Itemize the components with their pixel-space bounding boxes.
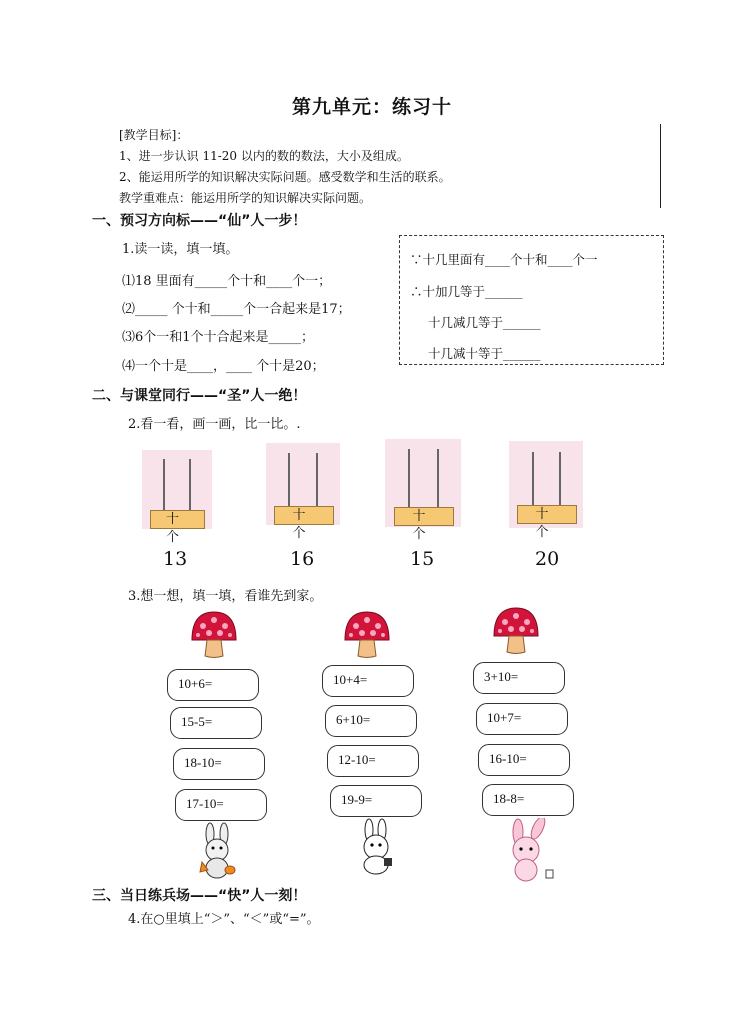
abacus-rod-tens — [532, 452, 534, 506]
equation: 16-10= — [489, 751, 527, 766]
q1-item: ⑶6个一和1个十合起来是_____； — [122, 330, 315, 345]
abacus-rod-tens — [408, 449, 410, 507]
q1-item: ⑷一个十是____，____ 个十是20； — [122, 359, 325, 374]
q1-item: ⑴18 里面有_____个十和____个一； — [122, 274, 332, 289]
equation: 18-8= — [493, 791, 525, 806]
equation: 3+10= — [484, 669, 519, 684]
abacus-rod-tens — [288, 453, 290, 507]
equation: 17-10= — [186, 796, 224, 811]
equation: 10+7= — [487, 710, 522, 725]
q4-intro: 4.在○里填上“＞”、“＜”或“=”。 — [128, 912, 320, 927]
page-title: 第九单元：练习十 — [291, 96, 452, 118]
abacus-rod-ones — [189, 459, 191, 511]
hint-line: 十几减十等于______ — [428, 346, 541, 361]
hint-line: ∴十加几等于______ — [410, 284, 523, 299]
hint-line: ∵十几里面有____个十和____个一 — [410, 252, 598, 267]
objective-item: 2、能运用所学的知识解决实际问题。感受数学和生活的联系。 — [119, 170, 451, 184]
objective-item: 1、进一步认识 11-20 以内的数的数法，大小及组成。 — [119, 149, 409, 163]
equation: 6+10= — [336, 712, 371, 727]
rabbit-icon — [500, 818, 562, 884]
q1-item: ⑵_____ 个十和_____个一合起来是17； — [122, 302, 351, 317]
section-1-title: 一、预习方向标——“仙”人一步！ — [92, 213, 307, 229]
abacus-rod-ones — [559, 452, 561, 506]
q1-intro: 1.读一读，填一填。 — [122, 242, 239, 257]
equation: 15-5= — [181, 714, 213, 729]
section-2-title: 二、与课堂同行——“圣”人一绝！ — [92, 388, 307, 404]
q3-intro: 3.想一想，填一填，看谁先到家。 — [128, 589, 323, 604]
margin-line — [660, 124, 661, 208]
equation: 10+6= — [178, 676, 213, 691]
abacus-number: 16 — [290, 548, 315, 570]
section-3-title: 三、当日练兵场——“快”人一刻！ — [92, 888, 307, 904]
abacus-label: 十 个 — [394, 507, 454, 526]
abacus-rod-ones — [316, 453, 318, 507]
abacus-number: 13 — [163, 548, 188, 570]
mushroom-icon — [189, 610, 239, 660]
mushroom-icon — [491, 606, 541, 656]
rabbit-icon — [192, 822, 242, 880]
abacus-label: 十 个 — [274, 506, 334, 525]
abacus-number: 15 — [410, 548, 435, 570]
rabbit-icon — [352, 818, 400, 876]
objectives-heading: [教学目标]： — [119, 128, 189, 142]
equation: 19-9= — [341, 792, 373, 807]
abacus-label: 十 个 — [517, 505, 577, 524]
key-point: 教学重难点：能运用所学的知识解决实际问题。 — [119, 191, 372, 205]
abacus-rod-tens — [163, 459, 165, 511]
q2-intro: 2.看一看，画一画，比一比。. — [128, 417, 301, 432]
equation: 18-10= — [184, 755, 222, 770]
equation: 12-10= — [338, 752, 376, 767]
abacus-rod-ones — [437, 449, 439, 507]
abacus-label: 十 个 — [150, 510, 205, 529]
mushroom-icon — [342, 610, 392, 660]
abacus-number: 20 — [535, 548, 560, 570]
equation: 10+4= — [333, 672, 368, 687]
hint-line: 十几减几等于______ — [428, 315, 541, 330]
